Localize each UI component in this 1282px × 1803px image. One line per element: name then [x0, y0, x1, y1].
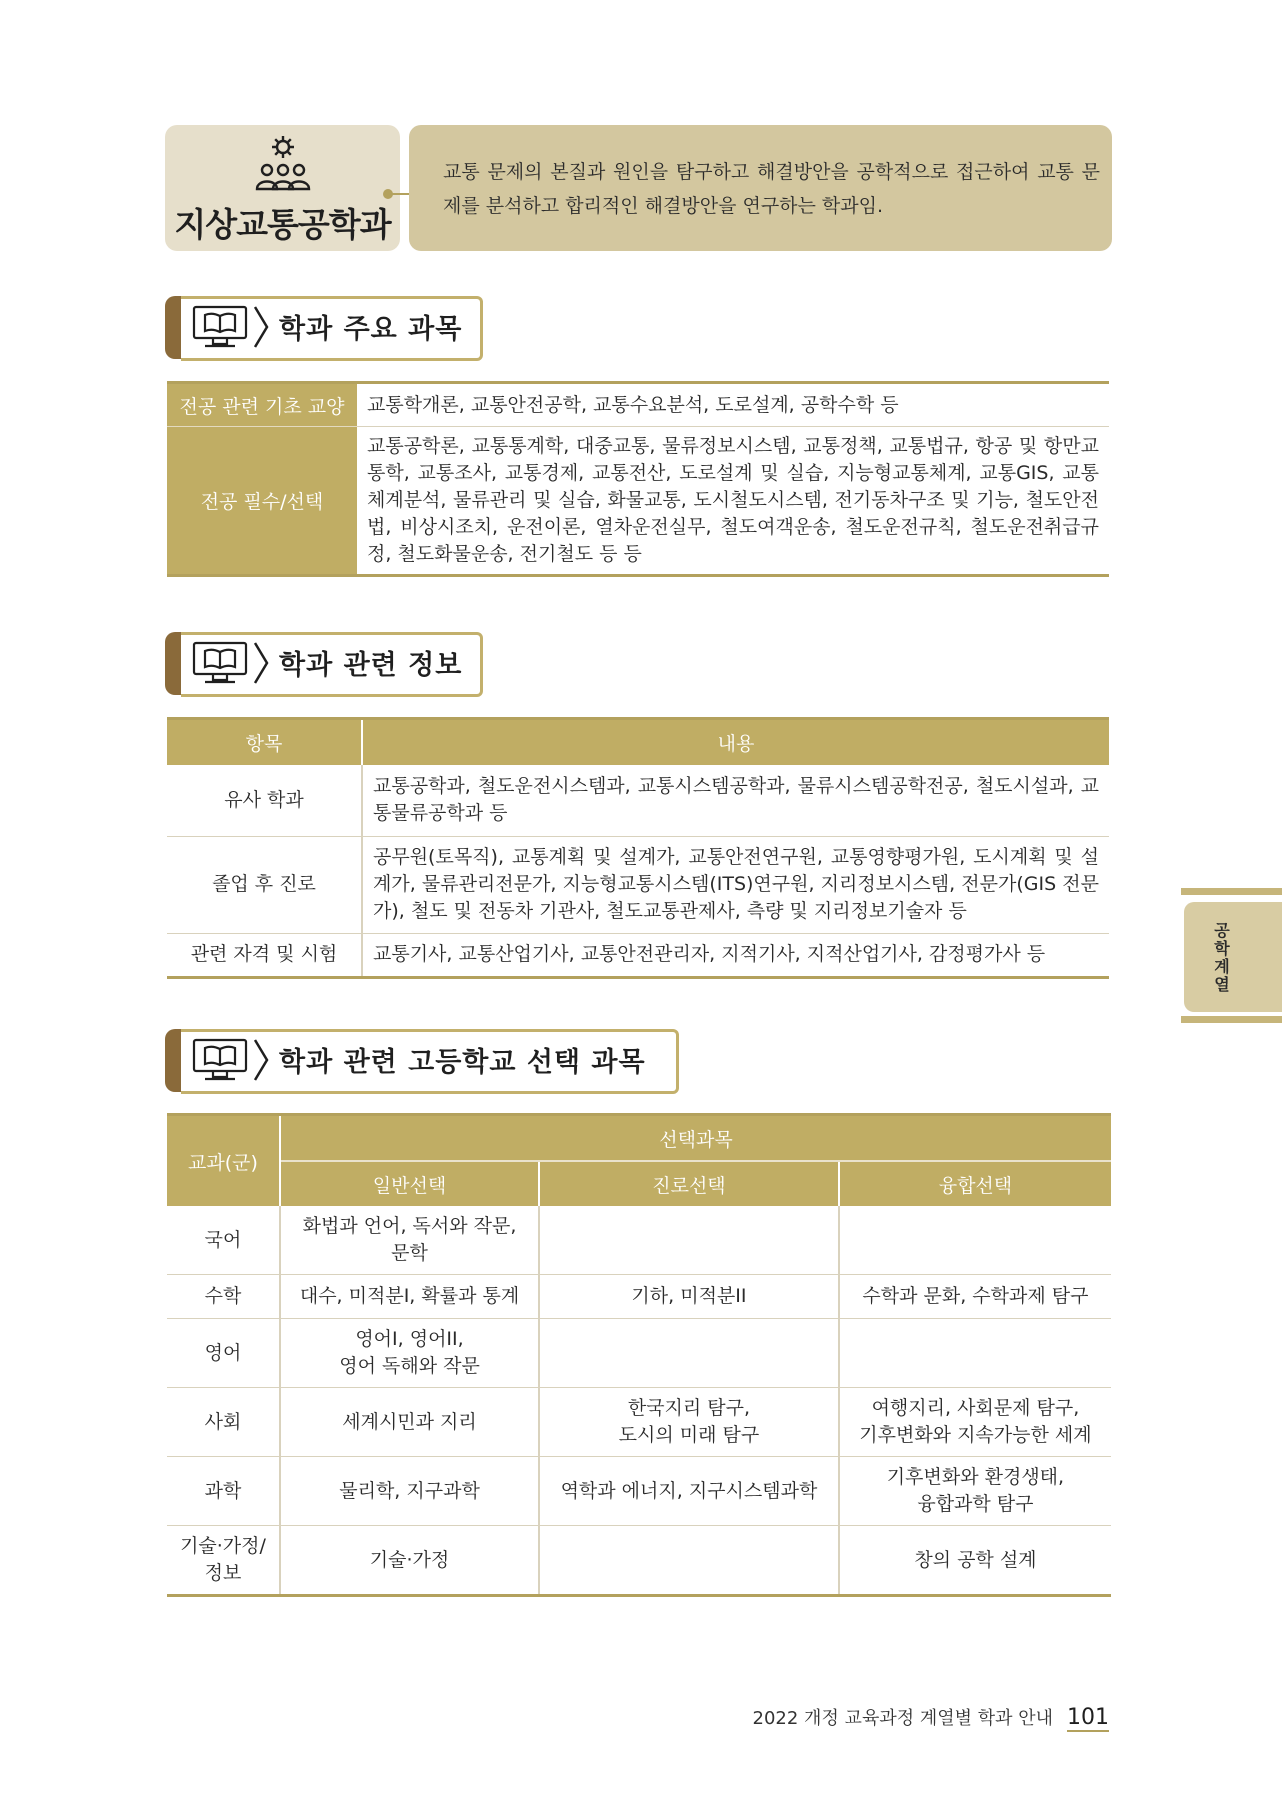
book-monitor-icon — [191, 304, 249, 350]
side-tab-label: 공 학 계 열 — [1214, 921, 1230, 994]
gear-people-icon — [250, 133, 316, 199]
table-header-row — [167, 719, 1109, 766]
row-label: 전공 관련 기초 교양 — [167, 383, 357, 427]
subject-cell: 수학 — [167, 1275, 280, 1319]
department-description-card — [409, 125, 1112, 251]
fusion-cell: 창의 공학 설계 — [914, 1548, 1037, 1571]
side-tab — [1184, 902, 1282, 1012]
table-row — [167, 765, 1109, 836]
row-label: 졸업 후 진로 — [167, 836, 362, 933]
table-row — [167, 1319, 1111, 1388]
chevron-right-icon — [253, 641, 269, 685]
column-header: 일반선택 — [280, 1161, 539, 1206]
career-cell: 한국지리 탐구, 도시의 미래 탐구 — [539, 1388, 839, 1457]
table-row — [167, 383, 1109, 427]
general-cell: 물리학, 지구과학 — [280, 1457, 539, 1526]
career-cell — [539, 1319, 839, 1388]
main-courses-table — [167, 381, 1109, 577]
column-header-group: 선택과목 — [280, 1115, 1111, 1162]
table-row — [167, 836, 1109, 933]
section-title: 학과 관련 정보 — [279, 650, 463, 681]
side-tab-line — [1181, 888, 1282, 895]
subject-cell: 과학 — [167, 1457, 280, 1526]
section-title: 학과 관련 고등학교 선택 과목 — [279, 1047, 646, 1078]
column-header: 항목 — [167, 719, 362, 766]
page-footer — [753, 1704, 1109, 1730]
section-title: 학과 주요 과목 — [279, 314, 463, 345]
table-header-row — [167, 1161, 1111, 1206]
general-cell: 세계시민과 지리 — [280, 1388, 539, 1457]
hs-courses-table — [167, 1113, 1111, 1597]
career-cell — [539, 1206, 839, 1275]
department-description: 교통 문제의 본질과 원인을 탐구하고 해결방안을 공학적으로 접근하여 교통 문제를 분석하고 합리적인 해결방안을 연구하는 학과임. — [443, 161, 1100, 217]
chevron-right-icon — [253, 305, 269, 349]
footer-text: 2022 개정 교육과정 계열별 학과 안내 — [752, 1708, 1053, 1729]
general-cell: 대수, 미적분I, 확률과 통계 — [280, 1275, 539, 1319]
career-cell — [539, 1526, 839, 1596]
section-heading-hs-courses — [165, 1029, 679, 1092]
table-row — [167, 1457, 1111, 1526]
side-tab-line — [1181, 1016, 1282, 1023]
subject-cell: 국어 — [167, 1206, 280, 1275]
career-cell: 역학과 에너지, 지구시스템과학 — [539, 1457, 839, 1526]
column-header: 융합선택 — [839, 1161, 1111, 1206]
row-value: 교통기사, 교통산업기사, 교통안전관리자, 지적기사, 지적산업기사, 감정평가사 등 — [373, 943, 1046, 965]
row-value: 교통공학론, 교통통계학, 대중교통, 물류정보시스템, 교통정책, 교통법규, 항공 및 항만교통학, 교통조사, 교통경제, 교통전산, 도로설계 및 실습, 지능형교통체계, 교통GIS, 교통체계분석, 물류관리 및 실습, 화물교통, 도시철도시스템, 전기동차구조 및 기능, 철도안전법, 비상시조치, 운전이론, 열차운전실무, 철도여객운송, 철도운전규칙, 철도운전취급규정, 철도화물운송, 전기철도 등 등 — [367, 435, 1099, 565]
book-monitor-icon — [191, 1037, 249, 1083]
section-heading-related-info — [165, 632, 483, 695]
subject-cell: 사회 — [167, 1388, 280, 1457]
row-value: 공무원(토목직), 교통계획 및 설계가, 교통안전연구원, 교통영향평가원, 도시계획 및 설계가, 물류관리전문가, 지능형교통시스템(ITS)연구원, 지리정보시스템, 전문가(GIS 전문가), 철도 및 전동차 기관사, 철도교통관제사, 측량 및 지리정보기술자 등 — [362, 836, 1109, 933]
row-label: 관련 자격 및 시험 — [167, 933, 362, 977]
subject-cell: 기술·가정/ 정보 — [167, 1526, 280, 1596]
table-row — [167, 427, 1109, 576]
general-cell: 화법과 언어, 독서와 작문, 문학 — [280, 1206, 539, 1275]
row-label: 유사 학과 — [167, 765, 362, 836]
department-title-card — [165, 125, 400, 251]
table-header-row — [167, 1115, 1111, 1162]
fusion-cell: 여행지리, 사회문제 탐구, 기후변화와 지속가능한 세계 — [839, 1388, 1111, 1457]
fusion-cell — [839, 1206, 1111, 1275]
book-monitor-icon — [191, 640, 249, 686]
department-name: 지상교통공학과 — [174, 205, 391, 244]
related-info-table — [167, 717, 1109, 979]
table-row — [167, 1206, 1111, 1275]
general-cell: 영어I, 영어II, 영어 독해와 작문 — [280, 1319, 539, 1388]
table-row — [167, 1388, 1111, 1457]
row-label: 전공 필수/선택 — [167, 427, 357, 576]
column-header: 진로선택 — [539, 1161, 839, 1206]
career-cell: 기하, 미적분II — [539, 1275, 839, 1319]
fusion-cell — [839, 1319, 1111, 1388]
column-header: 내용 — [362, 719, 1109, 766]
row-value: 교통학개론, 교통안전공학, 교통수요분석, 도로설계, 공학수학 등 — [357, 383, 1109, 427]
row-value: 교통공학과, 철도운전시스템과, 교통시스템공학과, 물류시스템공학전공, 철도시설과, 교통물류공학과 등 — [362, 765, 1109, 836]
column-header-subject: 교과(군) — [167, 1115, 280, 1207]
table-row — [167, 1275, 1111, 1319]
table-row — [167, 933, 1109, 977]
section-heading-main-courses — [165, 296, 483, 359]
page-number: 101 — [1067, 1705, 1109, 1730]
fusion-cell: 수학과 문화, 수학과제 탐구 — [839, 1275, 1111, 1319]
table-row — [167, 1526, 1111, 1596]
subject-cell: 영어 — [167, 1319, 280, 1388]
fusion-cell: 기후변화와 환경생태, 융합과학 탐구 — [839, 1457, 1111, 1526]
general-cell: 기술·가정 — [280, 1526, 539, 1596]
chevron-right-icon — [253, 1038, 269, 1082]
